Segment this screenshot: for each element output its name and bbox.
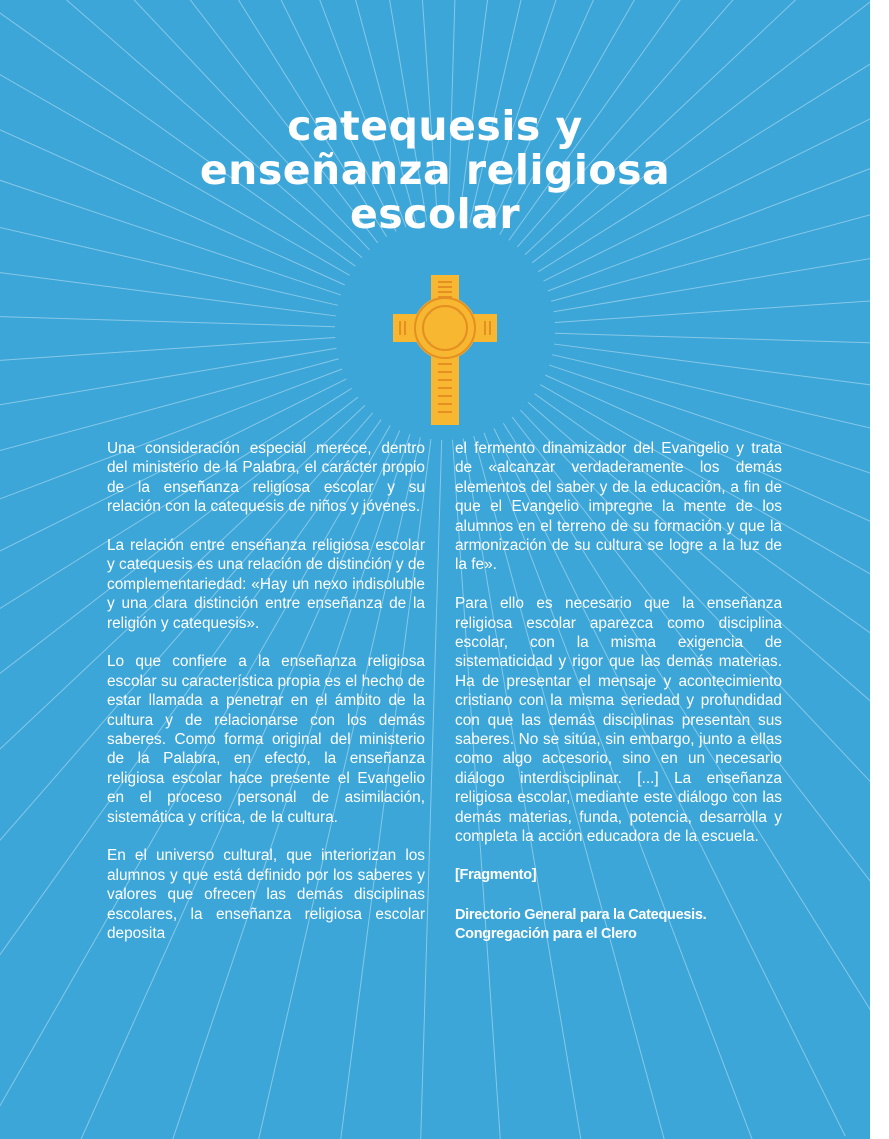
title-line-1: catequesis y bbox=[287, 102, 583, 150]
source-credit bbox=[455, 906, 782, 944]
credit-line-1: Directorio General para la Catequesis. bbox=[455, 906, 707, 923]
sunburst-ray bbox=[555, 333, 870, 357]
sunburst-ray bbox=[0, 337, 335, 391]
sunburst-ray bbox=[555, 269, 870, 323]
paragraph: Para ello es necesario que la enseñanza religiosa escolar aparezca como disciplina escolar, con la misma exigencia de sistematicidad y rigor que las demás materias. Ha de presentar el mensaje y acontecimiento cristiano con la misma seriedad y profundidad con que las demás disciplinas presentan sus saberes. No se sitúa, sin embargo, junto a ellas como algo accesorio, sino en un necesario diálogo interdisciplinar. [...] La enseñanza religiosa escolar, mediante este diálogo con las demás materias, funda, potencia, desarrolla y completa la acción educadora de la escuela. bbox=[455, 595, 782, 846]
paragraph: Lo que confiere a la enseñanza religiosa escolar su característica propia es el hecho de estar llamada a penetrar en el ámbito de la cultura y de relacionarse con los demás saberes. Como forma original del ministerio de la Palabra, en efecto, la enseñanza religiosa escolar hace presente el Evangelio en el proceso personal de asimilación, sistemática y crítica, de la cultura. bbox=[107, 653, 425, 826]
title-line-2: enseñanza religiosa bbox=[199, 146, 671, 194]
credit-line-2: Congregación para el Clero bbox=[455, 925, 637, 942]
paragraph: Una consideración especial merece, dentro del ministerio de la Palabra, el carácter propio de la enseñanza religiosa escolar y su relación con la catequesis de niños y jóvenes. bbox=[107, 440, 425, 516]
page-title bbox=[0, 104, 870, 236]
title-line-3: escolar bbox=[349, 190, 521, 238]
sunburst-ray bbox=[0, 303, 335, 327]
paragraph: La relación entre enseñanza religiosa escolar y catequesis es una relación de distinción y de complementariedad: «Hay un nexo indisoluble y una clara distinción entre enseñanza de la religión y catequesis». bbox=[107, 537, 425, 632]
text-column-right bbox=[455, 439, 782, 944]
text-column-left bbox=[107, 439, 425, 963]
fragment-label: [Fragmento] bbox=[455, 866, 537, 883]
paragraph: En el universo cultural, que interiorizan los alumnos y que está definido por los saberes y valores que ofrecen las demás disciplinas escolares, la enseñanza religiosa escolar deposita bbox=[107, 847, 425, 943]
sunburst-ray bbox=[554, 344, 870, 445]
celtic-cross-icon bbox=[390, 272, 500, 428]
paragraph: el fermento dinamizador del Evangelio y trata de «alcanzar verdaderamente los demás elementos del saber y de la educación, a fin de que el Evangelio impregne la mente de los alumnos en el terreno de su formación y que la armonización de su cultura se logre a la luz de la fe». bbox=[455, 440, 782, 574]
